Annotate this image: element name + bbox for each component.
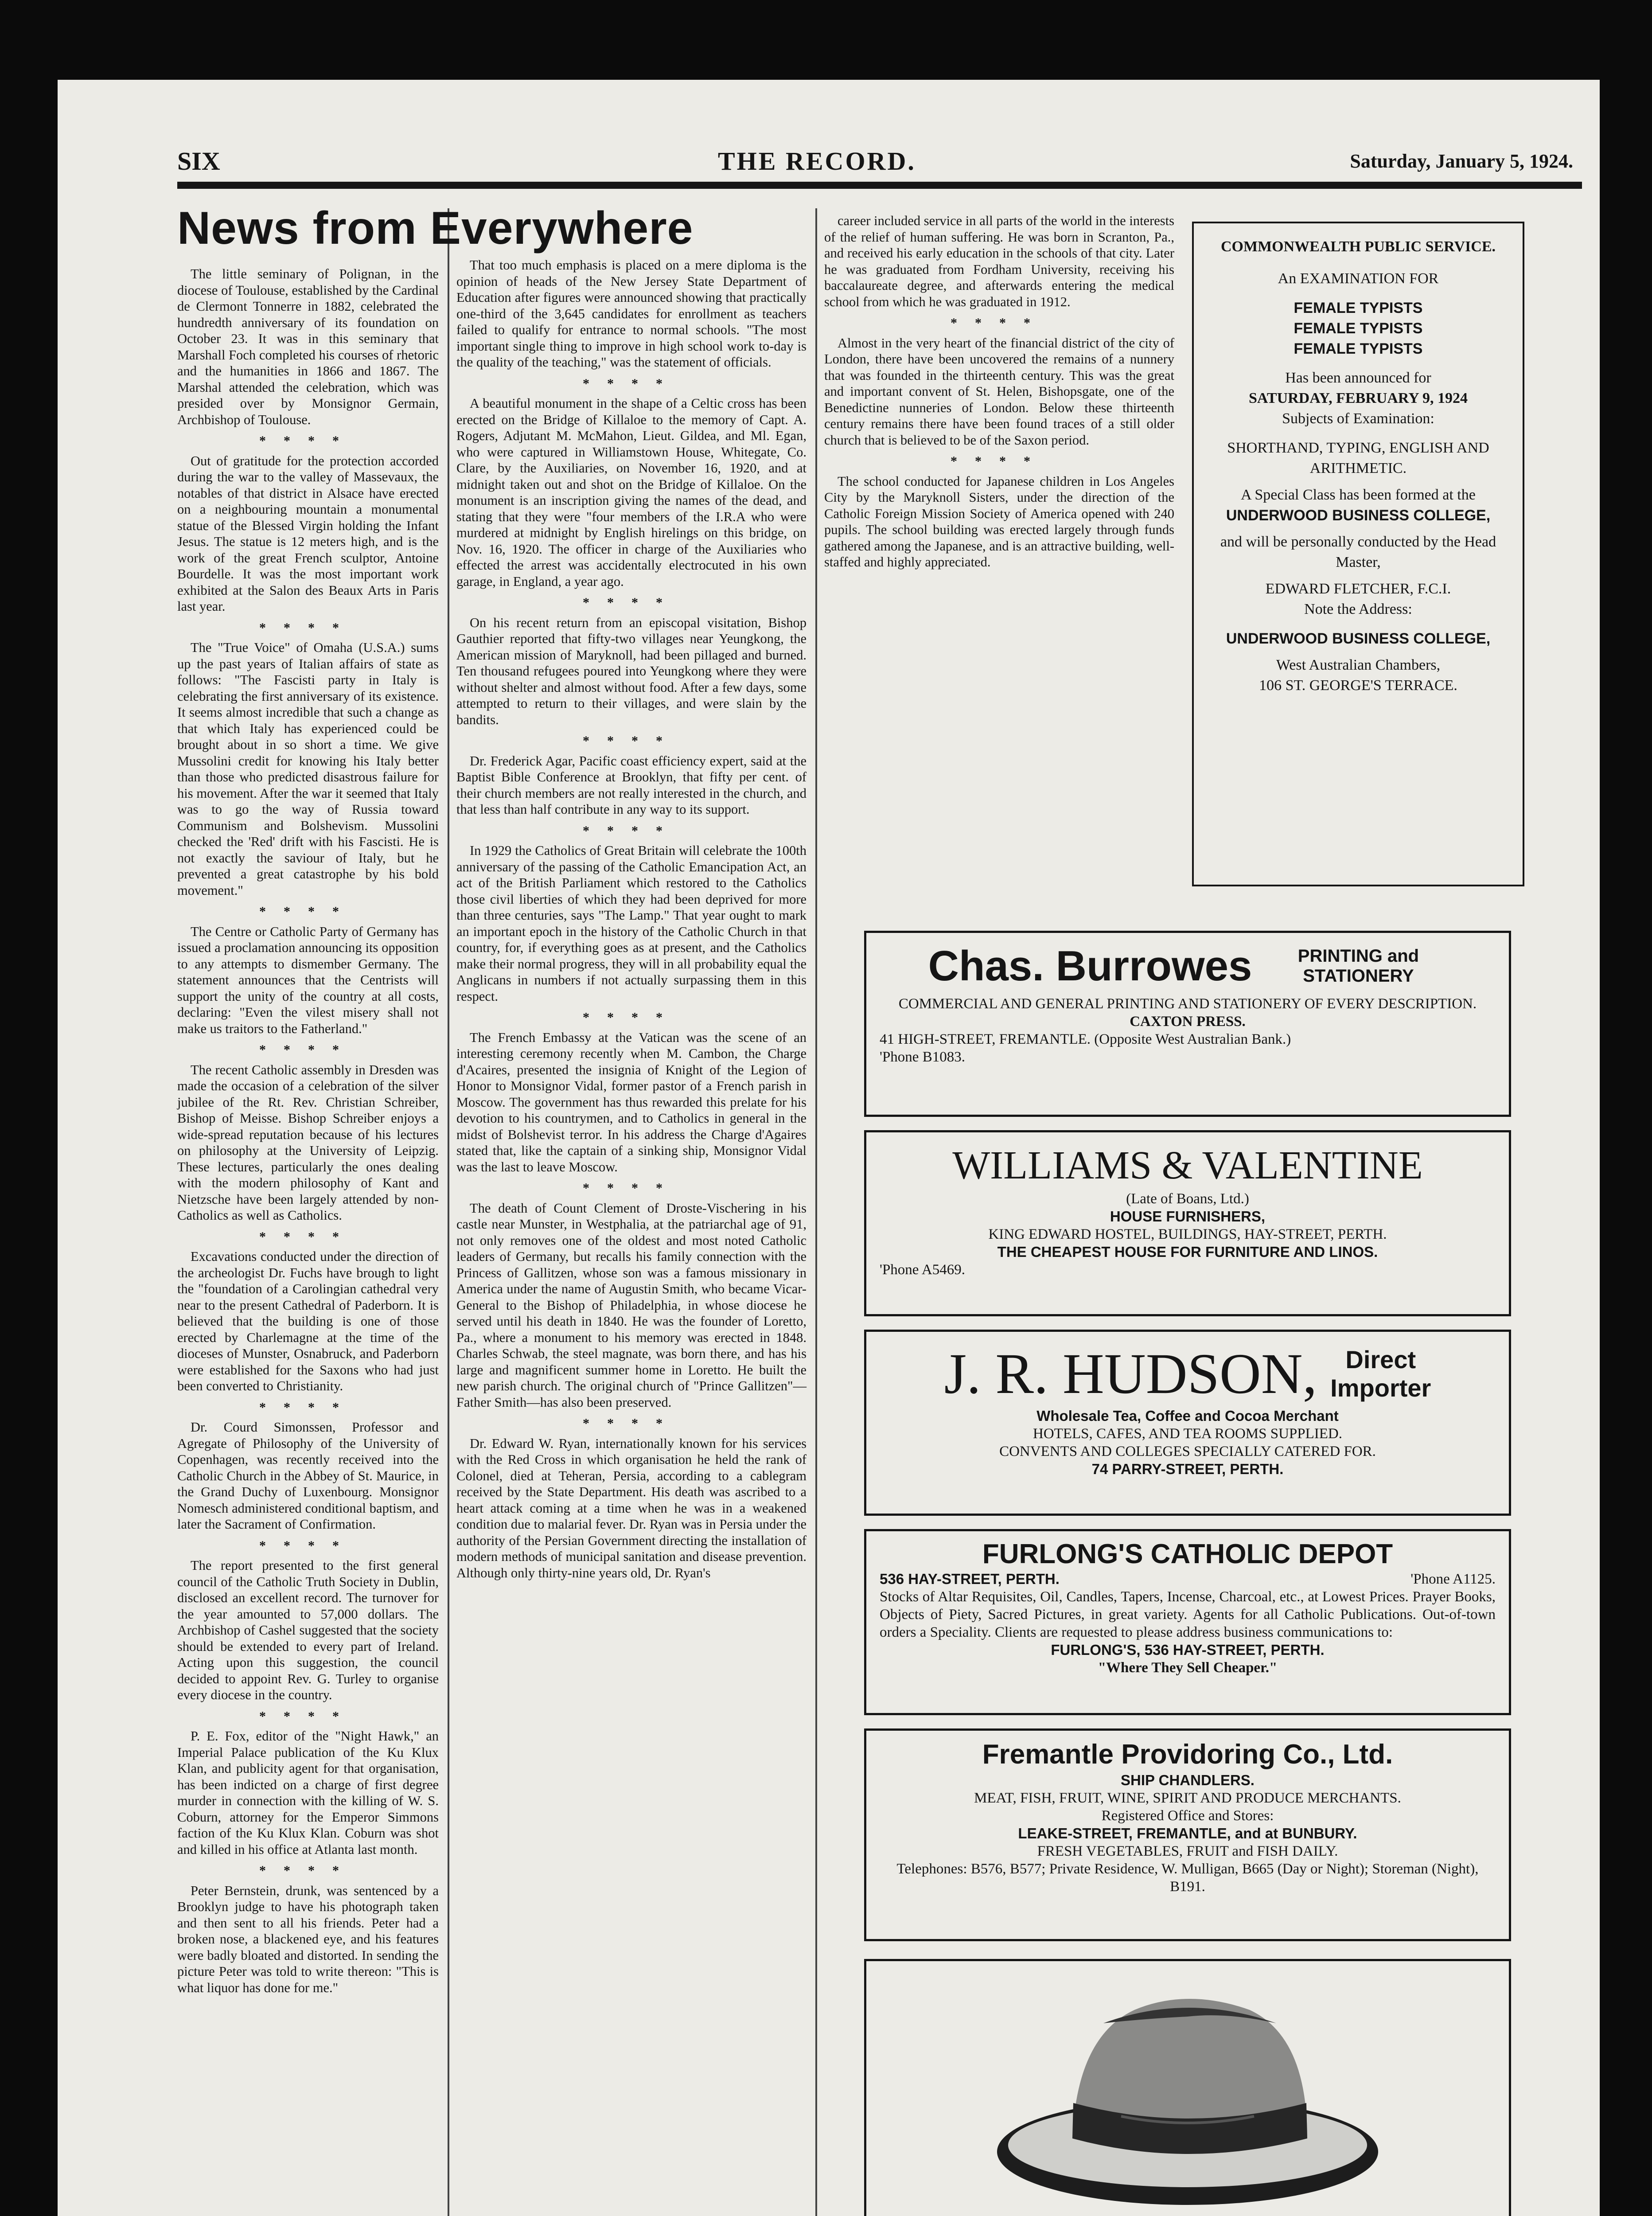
- ad-line: FRESH VEGETABLES, FRUIT and FISH DAILY.: [1037, 1843, 1338, 1859]
- ad-name: J. R. HUDSON,: [944, 1342, 1317, 1406]
- article: Excavations conducted under the direction of the archeologist Dr. Fuchs have brough to light the "foundation of a Carolingian cathedral very near to the present Cathedral of Paderborn. It is believed that the building is one of those erected by Charlemagne at the time of the dioceses of Munster, Osnabruck, and Paderborn were established for the Saxons who had just been converted to Christianity.: [177, 1249, 439, 1393]
- article: The report presented to the first general council of the Catholic Truth Society in Dublin, disclosed an excellent record. The turnover for the year amounted to 57,000 dollars. The Archbishop of Cashel suggested that the society should be extended to every part of Ireland. Acting upon this suggestion, the council decided to appoint Rev. G. Turley to organise every diocese in the country.: [177, 1558, 439, 1702]
- article: Dr. Edward W. Ryan, internationally known for his services with the Red Cross in which organisation he held the rank of Colonel, died at Teheran, Persia, according to a cablegram received by the State Department. His death was ascribed to a heart attack coming at a time when he was in a weakened condition due to malarial fever. Dr. Ryan was in Persia under the authority of the Persian Government directing the installation of modern methods of municipal sanitation and disease prevention. Although only thirty-nine years old, Dr. Ryan's: [456, 1436, 807, 1580]
- column-rule: [815, 208, 817, 2216]
- ad-line: Stocks of Altar Requisites, Oil, Candles, Tapers, Incense, Charcoal, etc., at Lowest Prices. Prayer Books, Objects of Piety, Sacred Pictures, in great variety. Agents for all Catholic Publications. Out-of-town orders a Speciality. Clients are requested to please address business communications to:: [880, 1589, 1496, 1640]
- separator: ****: [583, 376, 680, 391]
- column-2: [456, 257, 807, 1586]
- ad-line: 'Phone A1125.: [1410, 1571, 1496, 1587]
- ad-name: Chas. Burrowes: [928, 942, 1252, 990]
- ad-line: FEMALE TYPISTS: [1294, 320, 1423, 337]
- ad-line: THE CHEAPEST HOUSE FOR FURNITURE AND LINOS.: [997, 1244, 1378, 1260]
- ad-line: 'Phone B1083.: [880, 1049, 965, 1065]
- article: career included service in all parts of the world in the interests of the relief of human suffering. He was born in Scranton, Pa., and received his early education in the schools of that city. Later he was graduated from Fordham University, receiving his baccalaureate degree, and afterwards entering the medical school from which he was graduated in 1912.: [824, 213, 1174, 309]
- ad-name: FURLONG'S CATHOLIC DEPOT: [982, 1539, 1393, 1569]
- ad-title: COMMONWEALTH PUBLIC SERVICE.: [1220, 238, 1496, 255]
- separator: ****: [583, 595, 680, 610]
- ad-burrowes: [864, 931, 1511, 1117]
- article: P. E. Fox, editor of the "Night Hawk," an Imperial Palace publication of the Ku Klux Klan, and publicity agent for that organisation, has been indicted on a charge of first degree murder in connection with the killing of W. S. Coburn, attorney for the Emperor Simmons faction of the Ku Klux Klan. Coburn was shot and killed in his office at Atlanta last month.: [177, 1728, 439, 1857]
- separator: ****: [259, 433, 357, 448]
- ad-line: COMMERCIAL AND GENERAL PRINTING AND STATIONERY OF EVERY DESCRIPTION.: [898, 996, 1477, 1012]
- article: In 1929 the Catholics of Great Britain will celebrate the 100th anniversary of the passing of the Catholic Emancipation Act, an act of the British Parliament which restored to the Catholics those civil liberties of which they had been deprived for more than three centuries, says "The Lamp." That year ought to mark an important epoch in the history of the Catholic Church in that country, for, if everything goes as at present, and the Catholics make their normal progress, they will in all probability equal the Anglicans in numbers if not actually surpassing them in this respect.: [456, 843, 807, 1004]
- hat-illustration: [988, 1970, 1387, 2216]
- separator: ****: [259, 1400, 357, 1415]
- ad-subtitle: PRINTING and STATIONERY: [1297, 946, 1419, 986]
- article: The little seminary of Polignan, in the diocese of Toulouse, established by the Cardinal de Clermont Tonnerre in 1882, celebrated the hundredth anniversary of its foundation on October 23. It was in this seminary that Marshall Foch completed his courses of rhetoric and the humanities in 1866 and 1867. The Marshal attended the celebration, which was presided over by Monsignor Germain, Archbishop of Toulouse.: [177, 266, 439, 427]
- ad-line: Subjects of Examination:: [1282, 410, 1434, 427]
- newspaper-page: [58, 80, 1600, 2216]
- ad-line: UNDERWOOD BUSINESS COLLEGE,: [1226, 507, 1491, 524]
- ad-line: 41 HIGH-STREET, FREMANTLE. (Opposite West Australian Bank.): [880, 1031, 1291, 1047]
- ad-line: 536 HAY-STREET, PERTH.: [880, 1571, 1060, 1587]
- ad-name: WILLIAMS & VALENTINE: [952, 1143, 1423, 1187]
- article: The recent Catholic assembly in Dresden was made the occasion of a celebration of the silver jubilee of the Rt. Rev. Christian Schreiber, Bishop of Meisse. Bishop Schreiber enjoys a wide-spread reputation because of his lectures on philosophy at the University of Leipzig. These lectures, particularly the ones dealing with the modern philosophy of Kant and Nietzsche have been largely attended by non-Catholics as well as Catholics.: [177, 1062, 439, 1223]
- article: Peter Bernstein, drunk, was sentenced by a Brooklyn judge to have his photograph taken and then sent to all his friends. Peter had a broken nose, a blackened eye, and his features were badly bloated and distorted. In sending the picture Peter was told to write thereon: "This is what liquor has done for me.": [177, 1883, 439, 1995]
- ad-line: LEAKE-STREET, FREMANTLE, and at BUNBURY.: [1018, 1825, 1357, 1841]
- column-3: [824, 213, 1174, 576]
- article: The "True Voice" of Omaha (U.S.A.) sums up the past years of Italian affairs of state as follows: "The Fascisti party in Italy is celebrating the first anniversary of its existence. It seems almost incredible that such a change as that which Italy has experienced could be brought about in so short a time. We give Mussolini credit for knowing his Italy better than those who predicted disastrous failure for his movement. After the war it seemed that Italy was to go the way of Russia toward Communism and Bolshevism. Mussolini checked the 'Red' drift with his Fascisti. He is not exactly the saviour of Italy, but he prevented a great catastrophe by his bold movement.": [177, 640, 439, 898]
- ad-line: SHORTHAND, TYPING, ENGLISH AND ARITHMETIC.: [1227, 440, 1489, 476]
- separator: ****: [259, 1538, 357, 1553]
- ad-line: FEMALE TYPISTS: [1294, 300, 1423, 316]
- ad-name: Fremantle Providoring Co., Ltd.: [982, 1739, 1393, 1770]
- ad-line: HOTELS, CAFES, AND TEA ROOMS SUPPLIED.: [1033, 1426, 1342, 1442]
- issue-date: Saturday, January 5, 1924.: [1350, 150, 1573, 172]
- ad-line: EDWARD FLETCHER, F.C.I.: [1265, 581, 1451, 597]
- article: The French Embassy at the Vatican was the scene of an interesting ceremony recently when M. Cambon, the Charge d'Acaires, presented the insignia of Knight of the Legion of Honor to Monsignor Vidal, former pastor of a French parish in Moscow. The government has thus rewarded this prelate for his devotion to his countrymen, and to Catholics in general in the midst of Bolshevist terror. In his address the Charge d'Agaires stated that, like the captain of a sinking ship, Monsignor Vidal was the last to leave Moscow.: [456, 1030, 807, 1174]
- ad-line: HOUSE FURNISHERS,: [1110, 1208, 1266, 1225]
- header-rule: [177, 182, 1582, 189]
- article: Out of gratitude for the protection accorded during the war to the valley of Massevaux, the notables of that district in Alsace have erected on a neighbouring mountain a monumental statue of the Blessed Virgin holding the Infant Jesus. The statue is 12 meters high, and is the work of the great French sculptor, Antoine Bourdelle. It was the most important work exhibited at the Salon des Beaux Arts in Paris last year.: [177, 453, 439, 614]
- separator: ****: [259, 620, 357, 635]
- ad-line: FEMALE TYPISTS: [1294, 340, 1423, 357]
- ad-williams-valentine: [864, 1130, 1511, 1316]
- separator: ****: [583, 1181, 680, 1195]
- separator: ****: [259, 1863, 357, 1878]
- ad-line: An EXAMINATION FOR: [1278, 270, 1439, 287]
- article: Almost in the very heart of the financial district of the city of London, there have been uncovered the remains of a nunnery that was founded in the thirteenth century. This was the great and important convent of St. Helen, Bishopsgate, one of the Benedictine nunneries of London. Below these thirteenth century remains there have been found traces of a still older church that is believed to be of the Saxon period.: [824, 335, 1174, 448]
- ad-hats: [864, 1959, 1511, 2216]
- article: On his recent return from an episcopal visitation, Bishop Gauthier reported that fifty-two villages near Yeungkong, the American mission of Maryknoll, had been pillaged and burned. Ten thousand refugees poured into Yeungkong where they were without shelter and almost without food. After a few days, some attempted to return to their villages, and were slain by the bandits.: [456, 615, 807, 727]
- article: Dr. Frederick Agar, Pacific coast efficiency expert, said at the Baptist Bible Conference at Brooklyn, that fifty per cent. of their church members are not really interested in the church, and that less than half contribute in any way to its support.: [456, 753, 807, 817]
- ad-line: SHIP CHANDLERS.: [1121, 1772, 1255, 1788]
- ad-line: West Australian Chambers,: [1276, 657, 1441, 673]
- masthead: THE RECORD.: [718, 147, 916, 176]
- ad-line: Importer: [1330, 1374, 1431, 1402]
- article: Dr. Courd Simonssen, Professor and Agregate of Philosophy of the University of Copenhagen, was recently received into the Catholic Church in the Abbey of St. Maurice, in the Grand Duchy of Luxenbourg. Monsignor Nomesch administered conditional baptism, and later the Sacrament of Confirmation.: [177, 1420, 439, 1532]
- ad-hudson: [864, 1330, 1511, 1516]
- article: A beautiful monument in the shape of a Celtic cross has been erected on the Bridge of Killaloe to the memory of Capt. A. Rogers, Adjutant M. McMahon, Lieut. Gildea, and Ml. Egan, who were captured in Williamstown House, Whitegate, Co. Clare, by the Auxiliaries, on November 16, 1920, and at midnight taken out and shot on the Bridge of Killaloe. On the monument is an inscription giving the names of the dead, and stating that they were "four members of the I.R.A who were murdered at midnight by English hirelings on this bridge, on Nov. 16, 1920. The officer in charge of the Auxiliaries who effected the arrest was accidentally electrocuted in his own garage, in England, a year ago.: [456, 396, 807, 589]
- separator: ****: [583, 733, 680, 748]
- article: The school conducted for Japanese children in Los Angeles City by the Maryknoll Sisters, under the direction of the Catholic Foreign Mission Society of America opened with 240 pupils. The school building was erected largely through funds gathered among the Japanese, and is an attractive building, well-staffed and highly appreciated.: [824, 473, 1174, 570]
- page-number: SIX: [177, 147, 220, 176]
- separator: ****: [583, 1010, 680, 1025]
- ad-line: CAXTON PRESS.: [1130, 1014, 1246, 1030]
- ad-line: Note the Address:: [1304, 601, 1412, 617]
- separator: ****: [259, 1042, 357, 1057]
- separator: ****: [259, 904, 357, 919]
- separator: ****: [951, 454, 1048, 468]
- ad-line: "Where They Sell Cheaper.": [1098, 1660, 1278, 1676]
- ad-line: Has been announced for: [1285, 370, 1431, 386]
- ad-line: SATURDAY, FEBRUARY 9, 1924: [1248, 390, 1468, 406]
- ad-line: Wholesale Tea, Coffee and Cocoa Merchant: [1036, 1408, 1339, 1424]
- ad-furlong: [864, 1529, 1511, 1715]
- column-rule: [448, 208, 449, 2216]
- ad-line: 106 ST. GEORGE'S TERRACE.: [1259, 677, 1457, 694]
- ad-line: KING EDWARD HOSTEL, BUILDINGS, HAY-STREET, PERTH.: [988, 1226, 1387, 1242]
- separator: ****: [583, 823, 680, 838]
- section-headline: News from Everywhere: [177, 203, 694, 254]
- separator: ****: [583, 1416, 680, 1431]
- ad-line: FURLONG'S, 536 HAY-STREET, PERTH.: [1051, 1642, 1325, 1658]
- ad-line: and will be personally conducted by the Head Master,: [1220, 534, 1496, 570]
- article: The Centre or Catholic Party of Germany has issued a proclamation announcing its opposition to any attempts to dismember Germany. The statement announces that the Centrists will support the unity of the country at all costs, declaring: "Even the vilest misery shall not make us traitors to the Fatherland.": [177, 924, 439, 1036]
- ad-fremantle-providoring: [864, 1728, 1511, 1941]
- ad-line: Telephones: B576, B577; Private Residence, W. Mulligan, B665 (Day or Night); Storeman (Night), B191.: [896, 1861, 1479, 1895]
- ad-line: A Special Class has been formed at the: [1241, 487, 1476, 503]
- separator: ****: [951, 316, 1048, 330]
- article: The death of Count Clement of Droste-Vischering in his castle near Munster, in Westphalia, at the patriarchal age of 91, not only removes one of the oldest and most noted Catholic leaders of Germany, but recalls his family connection with the Princess of Gallitzen, whose son was a famous missionary in America under the name of Augustin Smith, who became Vicar-General to the Bishop of Philadelphia, in whose diocese he served until his death in 1840. He was the founder of Loretto, Pa., where a monument to his memory was erected in 1848. Charles Schwab, the steel magnate, was born there, and has his large and magnificent summer home in Loretto. He built the new parish church. The original church of "Prince Gallitzen"—Father Smith—has also been preserved.: [456, 1200, 807, 1410]
- separator: ****: [259, 1229, 357, 1244]
- ad-line: (Late of Boans, Ltd.): [1126, 1191, 1249, 1207]
- ad-line: UNDERWOOD BUSINESS COLLEGE,: [1226, 630, 1491, 647]
- ad-line: Direct: [1345, 1346, 1416, 1373]
- ad-line: 74 PARRY-STREET, PERTH.: [1091, 1461, 1284, 1477]
- ad-line: MEAT, FISH, FRUIT, WINE, SPIRIT AND PRODUCE MERCHANTS.: [974, 1790, 1401, 1806]
- ad-commonwealth-public-service: [1192, 222, 1524, 886]
- ad-line: CONVENTS AND COLLEGES SPECIALLY CATERED FOR.: [999, 1444, 1376, 1459]
- ad-line: 'Phone A5469.: [880, 1262, 965, 1278]
- separator: ****: [259, 1709, 357, 1724]
- ad-line: Registered Office and Stores:: [1101, 1808, 1274, 1824]
- article: That too much emphasis is placed on a mere diploma is the opinion of heads of the New Jersey State Department of Education after figures were announced showing that practically one-third of the 3,645 candidates for enrollment as teachers failed to qualify for entrance to normal schools. "The most important single thing to improve in high school work to-day is the quality of the teaching," was the statement of officials.: [456, 257, 807, 370]
